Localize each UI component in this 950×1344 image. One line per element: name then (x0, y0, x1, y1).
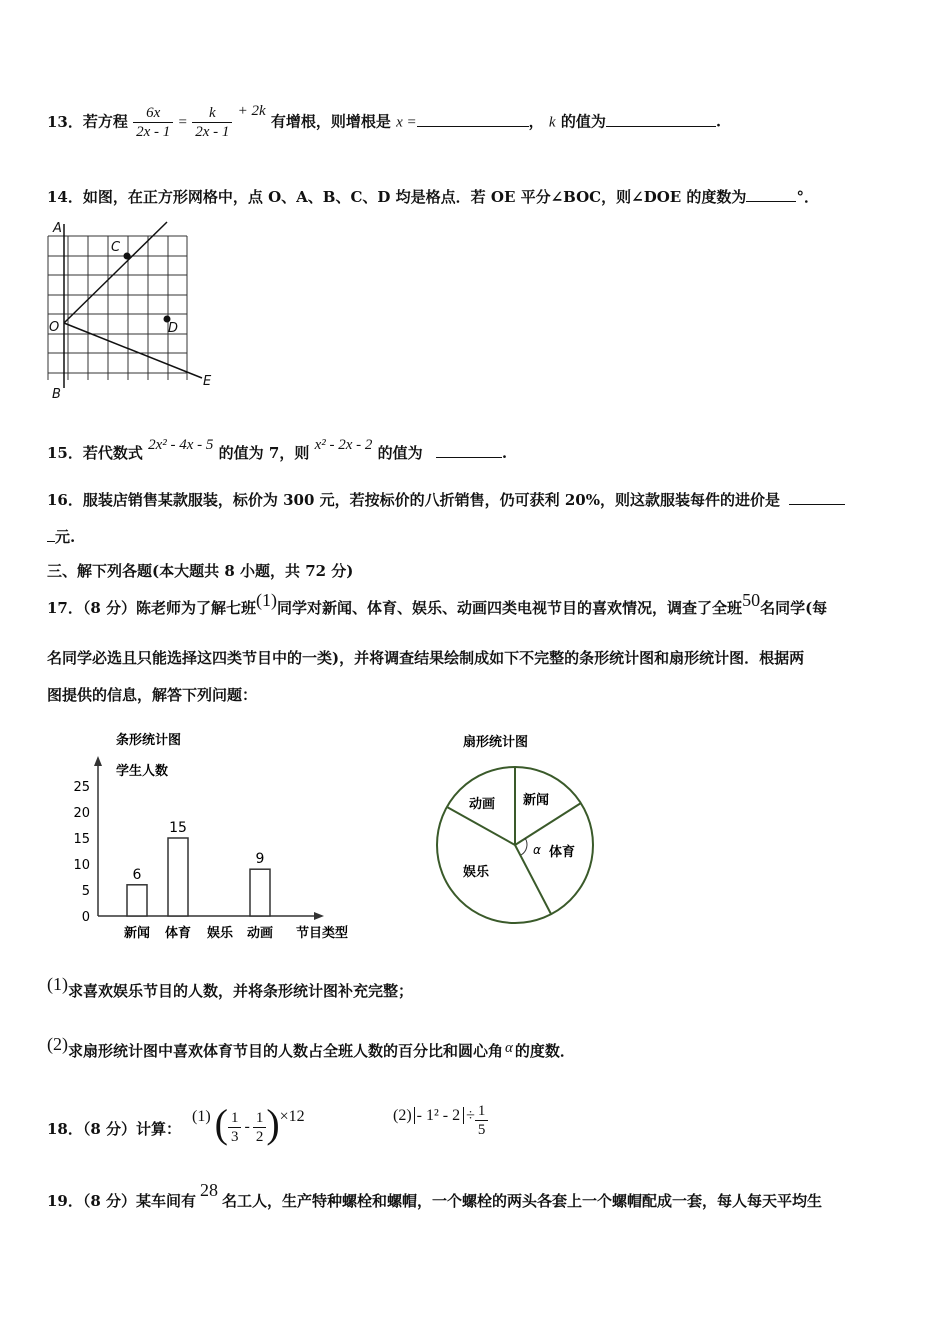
bar-value-label: 15 (169, 820, 187, 836)
q13-lead: 若方程 (82, 112, 128, 131)
q18-p2-label: (2) (393, 1107, 412, 1125)
question-17-sub2 (47, 1034, 575, 1061)
bars (127, 820, 270, 916)
y-tick-label: 15 (73, 832, 90, 847)
q17-sub2-end: 的度数． (514, 1042, 575, 1060)
q19-p2: 名工人，生产特种螺栓和螺帽，一个螺栓的两头各套上一个螺帽配成一套，每人每天平均生 (222, 1192, 823, 1210)
q18-p1-label: (1) (192, 1108, 211, 1125)
q17-p2: 同学对新闻、体育、娱乐、动画四类电视节目的喜欢情况，调查了全班 (277, 599, 743, 617)
category-label: 动画 (246, 926, 274, 941)
question-18 (47, 1118, 181, 1139)
q14-answer-blank[interactable] (746, 201, 796, 202)
q18-p1-times: ×12 (279, 1108, 305, 1125)
q18-p1-right-paren: ) (266, 1101, 280, 1146)
question-16-line1 (47, 489, 845, 510)
label-b: B (52, 387, 61, 402)
point-c (124, 253, 131, 260)
label-c: C (111, 240, 121, 255)
bar-chart-ylabel: 学生人数 (116, 764, 169, 779)
section-3-heading: 三、解下列各题(本大题共 8 小题，共 72 分) (47, 562, 354, 580)
q19-p1: 19．（8 分）某车间有 (47, 1192, 197, 1210)
category-labels (124, 925, 273, 941)
pie-chart-title: 扇形统计图 (463, 735, 529, 750)
q13-equals: = (178, 114, 187, 131)
q13-fraction-1: $\frac{6x}{2x - 1}$ (133, 104, 173, 141)
pie-label-entertainment: 娱乐 (463, 865, 490, 880)
grid-figure (40, 218, 230, 404)
q13-tail-text: 的值为 (560, 112, 606, 131)
y-tick-labels (73, 780, 90, 925)
question-19 (47, 1180, 823, 1211)
q17-alpha: α (505, 1040, 513, 1056)
q15-tail: 的值为 (377, 444, 423, 462)
bar-value-label: 6 (132, 866, 142, 883)
q17-sub1-text: 求喜欢娱乐节目的人数，并将条形统计图补充完整； (68, 982, 414, 1000)
q15-lead: 15．若代数式 (47, 444, 143, 462)
pie-label-alpha: α (533, 843, 541, 857)
pie-label-animation: 动画 (469, 797, 496, 812)
pie-label-sports: 体育 (549, 845, 576, 860)
q13-answer-blank-1[interactable] (417, 126, 529, 127)
q18-frac-1: $\frac{1}{3}$ (228, 1109, 242, 1146)
label-e: E (203, 374, 212, 389)
bar-0 (127, 885, 147, 916)
q14-end: °． (796, 188, 819, 206)
label-d: D (168, 321, 179, 336)
q15-answer-blank[interactable] (436, 457, 502, 458)
q16-text: 16．服装店销售某款服装，标价为 300 元，若按标价的八折销售，仍可获利 20%，则这款服装每件的进价是 (47, 491, 780, 509)
bar-chart-title: 条形统计图 (116, 733, 182, 748)
q15-expr-2: x² - 2x - 2 (314, 437, 373, 453)
q17-sub2-text: 求扇形统计图中喜欢体育节目的人数占全班人数的百分比和圆心角 (68, 1042, 504, 1060)
question-17-line2: 名同学必选且只能选择这四类节目中的一类)，并将调查结果绘制成如下不完整的条形统计图和扇形统计图．根据两 (47, 649, 805, 667)
q16-unit: 元. (55, 528, 76, 546)
q18-part-1 (192, 1094, 305, 1146)
bar-3 (250, 869, 270, 916)
question-17-sub1 (47, 974, 414, 1001)
q18-part-2 (393, 1098, 488, 1138)
q15-expr-1: 2x² - 4x - 5 (148, 437, 214, 453)
question-17-line1 (47, 590, 828, 618)
q17-num-1: (1) (256, 590, 278, 610)
pie-label-news: 新闻 (523, 793, 550, 808)
y-tick-label: 5 (81, 884, 90, 899)
category-label: 体育 (164, 926, 192, 941)
label-o: O (49, 320, 60, 335)
q17-p1: 17．（8 分）陈老师为了解七班 (47, 599, 257, 617)
bar-chart (70, 724, 370, 946)
y-tick-label: 0 (81, 910, 90, 925)
q18-frac-2: $\frac{1}{2}$ (253, 1109, 267, 1146)
y-tick-label: 10 (73, 858, 90, 873)
y-tick-label: 25 (73, 780, 90, 795)
q13-mid-text: 有增根，则增根是 (270, 112, 391, 131)
q13-fraction-2: $\frac{k}{2x - 1}$ (192, 104, 232, 141)
bar-1 (168, 838, 188, 916)
y-axis-arrow (94, 756, 102, 766)
question-17-line3: 图提供的信息，解答下列问题： (47, 686, 258, 704)
q16-answer-blank[interactable] (789, 504, 845, 505)
q13-answer-blank-2[interactable] (606, 126, 716, 127)
category-label: 新闻 (123, 926, 151, 941)
q19-num-28: 28 (200, 1180, 219, 1200)
q17-sub2-num: (2) (47, 1034, 68, 1054)
q13-end: . (715, 112, 722, 131)
label-a: A (53, 221, 62, 236)
question-15 (47, 437, 508, 463)
q13-comma: ， (528, 112, 544, 131)
pie-chart (425, 724, 615, 929)
q18-frac-3: $\frac{1}{5}$ (475, 1102, 489, 1139)
q18-p2-div: ÷ (466, 1107, 475, 1125)
q14-text: 14．如图，在正方形网格中，点 O、A、B、C、D 均是格点．若 OE 平分∠BOC，则∠DOE 的度数为 (47, 188, 747, 206)
q18-p2-expr: - 1² - 2 (416, 1107, 461, 1125)
bar-value-label: 9 (255, 851, 265, 868)
q13-plus-term: + 2k (237, 102, 266, 119)
q17-p3: 名同学(每 (760, 599, 828, 617)
q16-answer-blank-cont (47, 541, 55, 542)
q18-lead: 18．（8 分）计算： (47, 1120, 182, 1138)
q13-var-x: x = (396, 114, 417, 131)
x-axis-arrow (314, 912, 324, 920)
category-label: 娱乐 (206, 926, 234, 941)
q15-end: . (501, 444, 508, 462)
q17-num-50: 50 (742, 590, 761, 610)
question-16-line2 (47, 526, 75, 547)
question-14 (47, 186, 819, 207)
q15-mid: 的值为 7，则 (218, 444, 310, 462)
q13-var-k: k (548, 114, 556, 131)
q13-prefix: 13． (47, 112, 83, 131)
q17-sub1-num: (1) (47, 974, 68, 994)
y-tick-label: 20 (73, 806, 90, 821)
question-13 (47, 104, 721, 141)
bar-chart-xlabel: 节目类型 (296, 926, 349, 941)
q18-p1-left-paren: ( (214, 1101, 228, 1146)
pie-divider-anim-left (447, 807, 515, 845)
q18-p1-minus: - (244, 1118, 250, 1135)
